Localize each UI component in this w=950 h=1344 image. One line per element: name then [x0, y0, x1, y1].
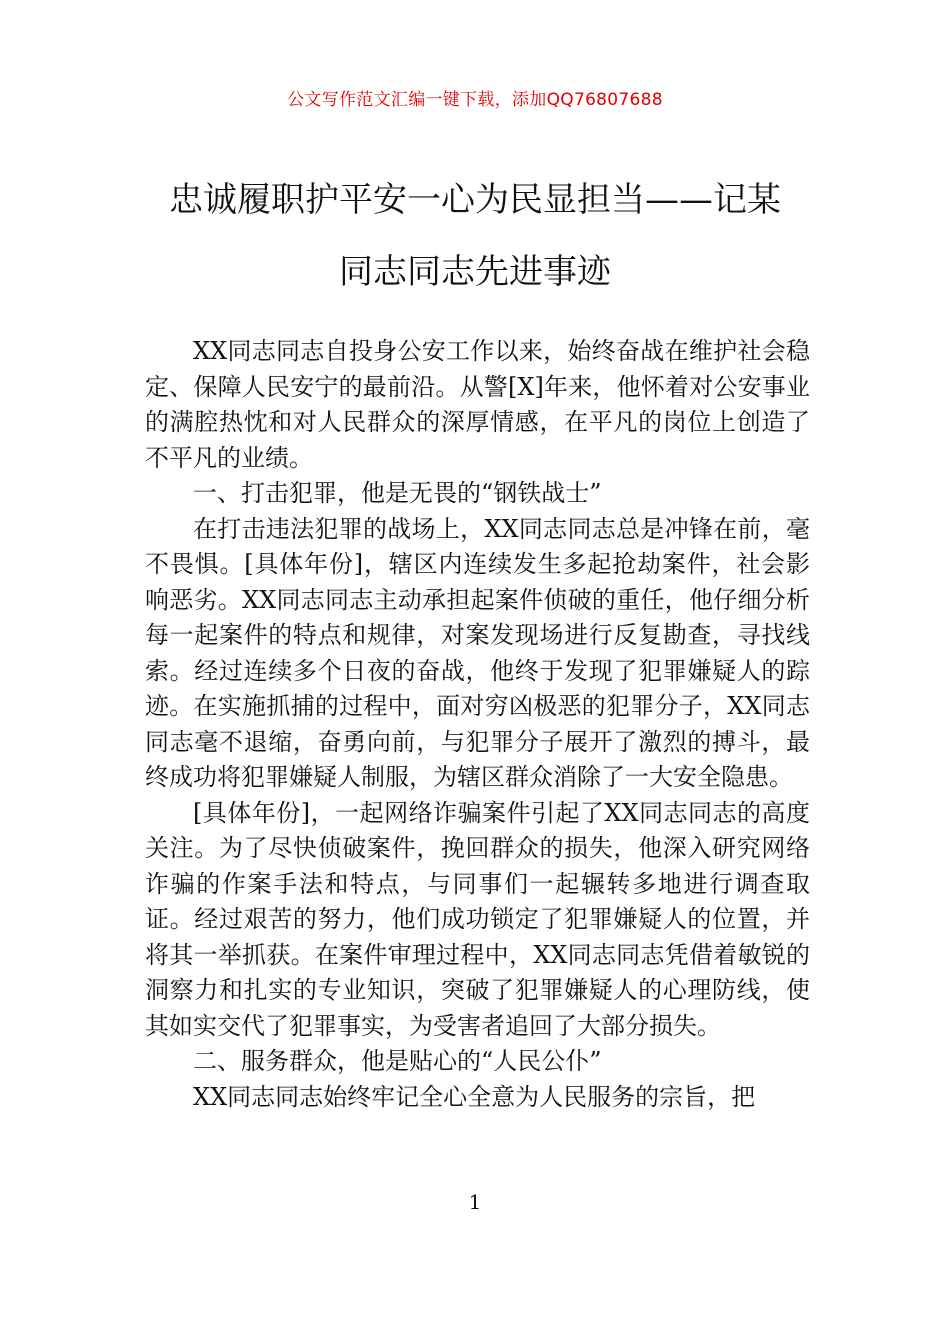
- section-heading-2: 二、服务群众，他是贴心的“人民公仆”: [193, 1047, 602, 1075]
- document-body: [145, 334, 810, 1115]
- page-number: 1: [468, 1190, 482, 1214]
- promo-banner: 公文写作范文汇编一键下载，添加QQ76807688: [287, 90, 663, 110]
- section-heading-1: 一、打击犯罪，他是无畏的“钢铁战士”: [193, 479, 602, 507]
- intro-paragraph: XX同志同志自投身公安工作以来，始终奋战在维护社会稳定、保障人民安宁的最前沿。从警[X]年来，他怀着对公安事业的满腔热忱和对人民群众的深厚情感，在平凡的岗位上创造了不平凡的业绩。: [145, 337, 810, 472]
- body-paragraph: 在打击违法犯罪的战场上，XX同志同志总是冲锋在前，毫不畏惧。[具体年份]，辖区内连续发生多起抢劫案件，社会影响恶劣。XX同志同志主动承担起案件侦破的重任，他仔细分析每一起案件的特点和规律，对案发现场进行反复勘查，寻找线索。经过连续多个日夜的奋战，他终于发现了犯罪嫌疑人的踪迹。在实施抓捕的过程中，面对穷凶极恶的犯罪分子，XX同志同志毫不退缩，奋勇向前，与犯罪分子展开了激烈的搏斗，最终成功将犯罪嫌疑人制服，为辖区群众消除了一大安全隐患。: [145, 514, 810, 791]
- title-line-1: 忠诚履职护平安一心为民显担当——记某: [169, 180, 781, 220]
- body-paragraph: XX同志同志始终牢记全心全意为人民服务的宗旨，把: [193, 1082, 756, 1111]
- title-line-2: 同志同志先进事迹: [339, 252, 611, 292]
- body-paragraph: [具体年份]，一起网络诈骗案件引起了XX同志同志的高度关注。为了尽快侦破案件，挽回群众的损失，他深入研究网络诈骗的作案手法和特点，与同事们一起辗转多地进行调查取证。经过艰苦的努力，他们成功锁定了犯罪嫌疑人的位置，并将其一举抓获。在案件审理过程中，XX同志同志凭借着敏锐的洞察力和扎实的专业知识，突破了犯罪嫌疑人的心理防线，使其如实交代了犯罪事实，为受害者追回了大部分损失。: [145, 798, 810, 1040]
